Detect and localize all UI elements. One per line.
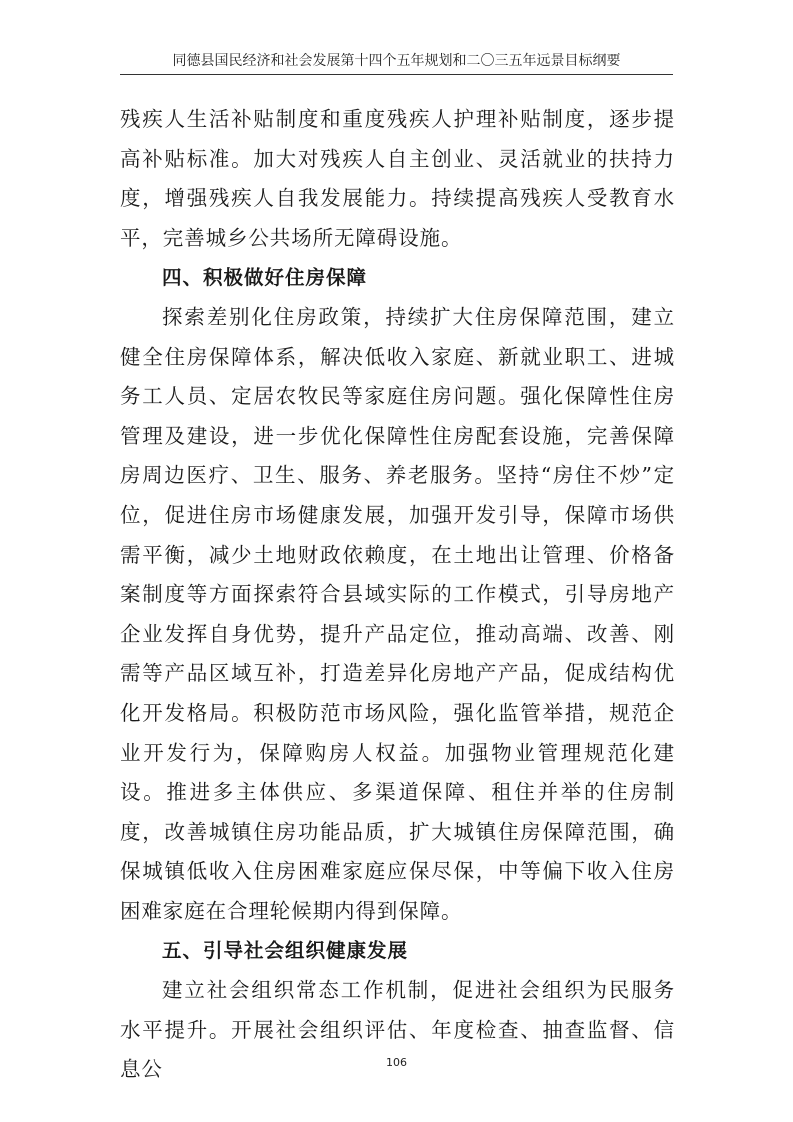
running-header: 同德县国民经济和社会发展第十四个五年规划和二〇三五年远景目标纲要 <box>172 53 621 69</box>
section-heading-social-organizations: 五、引导社会组织健康发展 <box>162 939 409 963</box>
document-body <box>120 100 675 1090</box>
header-divider <box>120 74 673 75</box>
paragraph-disability-subsidy: 残疾人生活补贴制度和重度残疾人护理补贴制度，逐步提高补贴标准。加大对残疾人自主创业、灵活就业的扶持力度，增强残疾人自我发展能力。持续提高残疾人受教育水平，完善城乡公共场所无障碍设施。 <box>120 107 675 250</box>
section-heading-housing: 四、积极做好住房保障 <box>162 266 368 290</box>
paragraph-social-organizations: 建立社会组织常态工作机制，促进社会组织为民服务水平提升。开展社会组织评估、年度检查、抽查监督、信息公 <box>120 978 675 1082</box>
paragraph-housing: 探索差别化住房政策，持续扩大住房保障范围，建立健全住房保障体系，解决低收入家庭、新就业职工、进城务工人员、定居农牧民等家庭住房问题。强化保障性住房管理及建设，进一步优化保障性住房配套设施，完善保障房周边医疗、卫生、服务、养老服务。坚持“房住不炒”定位，促进住房市场健康发展，加强开发引导，保障市场供需平衡，减少土地财政依赖度，在土地出让管理、价格备案制度等方面探索符合县域实际的工作模式，引导房地产企业发挥自身优势，提升产品定位，推动高端、改善、刚需等产品区域互补，打造差异化房地产产品，促成结构优化开发格局。积极防范市场风险，强化监管举措，规范企业开发行为，保障购房人权益。加强物业管理规范化建设。推进多主体供应、多渠道保障、租住并举的住房制度，改善城镇住房功能品质，扩大城镇住房保障范围，确保城镇低收入住房困难家庭应保尽保，中等偏下收入住房困难家庭在合理轮候期内得到保障。 <box>120 304 675 923</box>
page-number: 106 <box>386 1056 407 1069</box>
